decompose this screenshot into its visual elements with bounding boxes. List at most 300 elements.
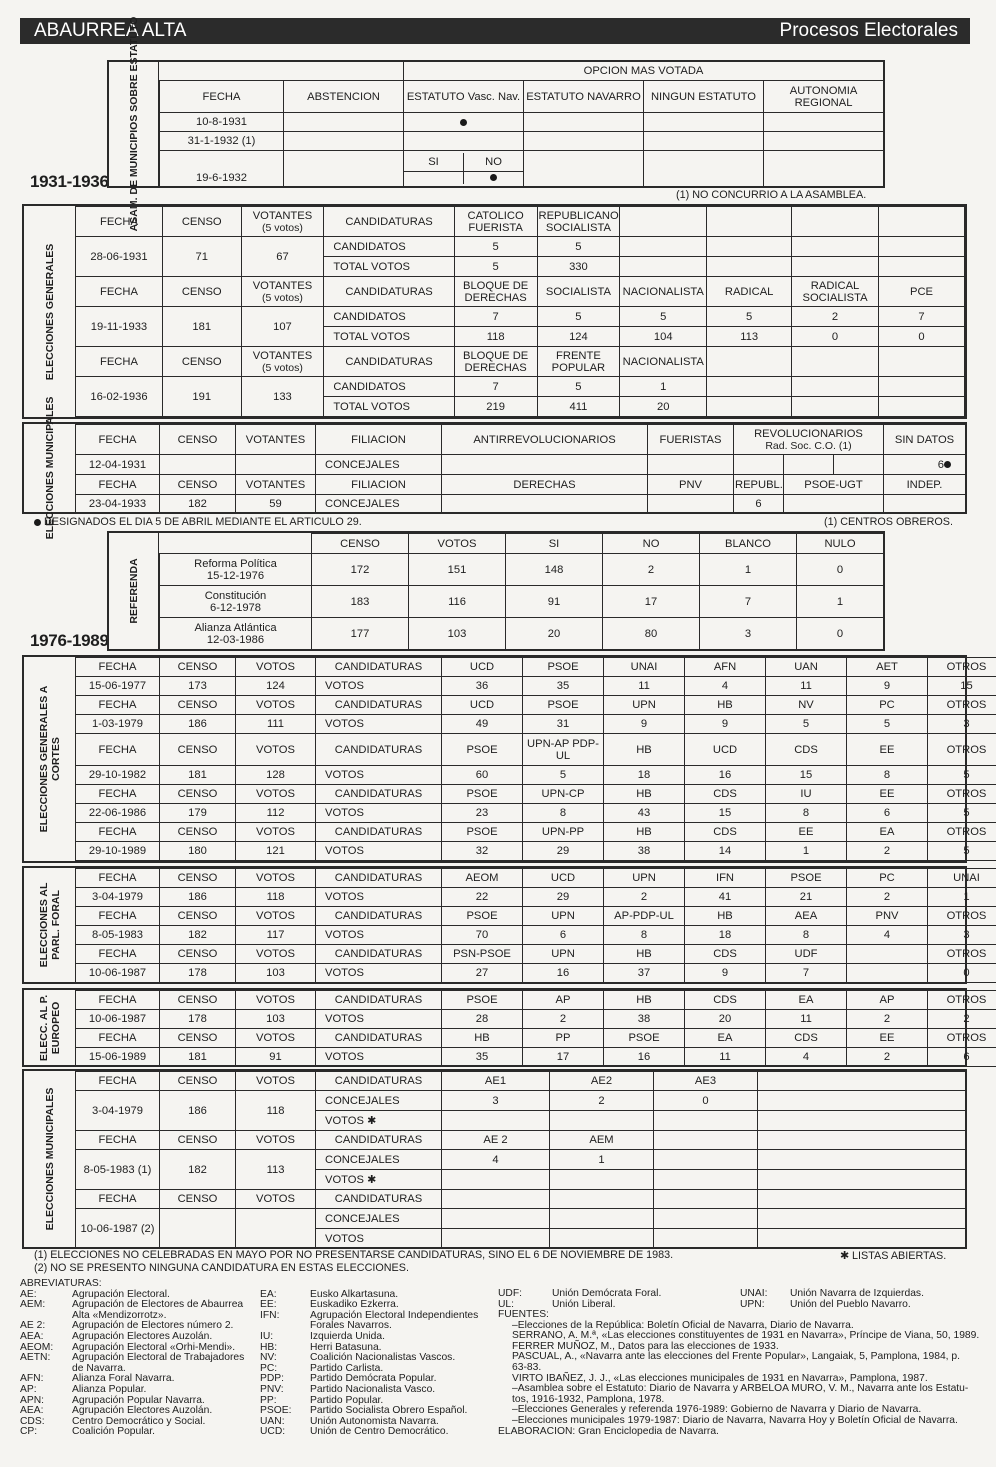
- cell-text: 70: [475, 929, 489, 941]
- fecha-header: [76, 696, 160, 715]
- cortes-header-row: [76, 658, 996, 677]
- cell-text: 19-11-1933: [90, 320, 148, 333]
- votos-label: [316, 1229, 442, 1249]
- table-cell: [442, 1010, 523, 1029]
- cell-text: 15-06-1989: [88, 1051, 147, 1063]
- abbr-key: PDP:: [260, 1373, 285, 1385]
- referenda-table: [159, 533, 884, 650]
- censo-header: [160, 785, 236, 804]
- table-cell: [758, 1170, 966, 1190]
- cell-text: 183: [350, 595, 370, 608]
- referenda-col-header: [797, 534, 884, 554]
- cell-text: 180: [188, 845, 207, 857]
- cell-text: VOTANTES: [245, 478, 306, 491]
- votos-cell: [236, 842, 316, 861]
- cell-text: 91: [547, 595, 561, 608]
- cell-text: BLOQUE DE DERECHAS: [462, 349, 529, 374]
- cell-text: 43: [637, 807, 651, 819]
- table-cell: [442, 677, 523, 696]
- cell-text: FECHA: [98, 1134, 137, 1146]
- dot-icon: [34, 519, 41, 526]
- cell-text: VOTOS: [325, 967, 364, 979]
- votos-cell: [236, 1048, 316, 1067]
- cell-text: CANDIDATURAS: [345, 355, 433, 368]
- votos-header: [236, 945, 316, 964]
- cell-text: 16: [637, 1051, 651, 1063]
- party-header: [847, 991, 928, 1010]
- option-header: [524, 81, 644, 113]
- fueristas-header: [648, 425, 734, 455]
- cell-text: EE: [879, 788, 895, 800]
- cell-text: 181: [188, 1051, 207, 1063]
- cell-text: IU: [800, 788, 812, 800]
- cell-text: 29-10-1982: [88, 769, 147, 781]
- abbr-value: Partido Popular.: [310, 1394, 384, 1406]
- table-cell: [758, 1229, 966, 1249]
- cell-text: 6: [883, 807, 891, 819]
- table-cell: [550, 1229, 654, 1249]
- cell-text: EA: [717, 1032, 733, 1044]
- cell-text: 112: [266, 807, 285, 819]
- cell-text: 10-06-1987: [88, 967, 147, 979]
- si-header: SI: [404, 153, 464, 171]
- party-header: [442, 869, 523, 888]
- header-subline: 6-12-1978: [209, 601, 261, 614]
- cell-text: 1: [802, 845, 810, 857]
- votos-cell: [236, 926, 316, 945]
- fuente-line: ELABORACION: Gran Enciclopedia de Navarra.: [498, 1425, 719, 1437]
- cell-text: FECHA: [98, 948, 137, 960]
- cell-text: CENSO: [177, 1032, 218, 1044]
- abbr-value: Forales Navarros.: [310, 1320, 392, 1332]
- party-header: [550, 1072, 654, 1091]
- abbr-value: Alianza Foral Navarra.: [72, 1373, 175, 1385]
- cortes-header-row: [76, 696, 996, 715]
- table-cell: [792, 377, 879, 397]
- table-cell: [847, 842, 928, 861]
- cell-text: 2: [831, 310, 839, 323]
- party-header: [523, 658, 604, 677]
- cell-text: AE3: [694, 1075, 717, 1087]
- cell-text: 32: [475, 845, 489, 857]
- cell-text: 2: [883, 1051, 891, 1063]
- eg1931-label: ELECCIONES GENERALES: [24, 206, 76, 417]
- em1931-row-2: [76, 495, 966, 513]
- fecha-header: [76, 277, 163, 307]
- cell-text: 104: [653, 330, 673, 343]
- cell-text: 4: [492, 1153, 499, 1166]
- censo-header: [160, 991, 236, 1010]
- table-cell: [707, 207, 792, 237]
- fecha-cell: [76, 1209, 160, 1249]
- cell-text: CANDIDATURAS: [334, 1032, 423, 1044]
- cell-text: 10-06-1987: [88, 1013, 147, 1025]
- cell-text: 3-04-1979: [91, 1104, 143, 1117]
- cell-text: 29: [556, 891, 570, 903]
- cell-text: NACIONALISTA: [622, 285, 704, 298]
- censo-cell: [162, 307, 241, 347]
- cell-text: 9: [721, 967, 729, 979]
- table-cell: [312, 586, 409, 618]
- party-header: [454, 277, 537, 307]
- cell-text: FECHA: [98, 478, 137, 491]
- cell-text: UPN-PP: [541, 826, 585, 838]
- no-header: NO: [464, 153, 524, 171]
- table-cell: [537, 257, 620, 277]
- cell-text: EA: [798, 994, 814, 1006]
- fuentes-title: FUENTES:: [498, 1309, 549, 1320]
- votos-cell: [236, 1010, 316, 1029]
- party-header: [523, 734, 604, 766]
- table-cell: [685, 964, 766, 983]
- censo-header: [160, 823, 236, 842]
- abreviaturas-title: ABREVIATURAS:: [20, 1278, 102, 1289]
- censo-header: [160, 869, 236, 888]
- dot-icon: [944, 461, 951, 468]
- cell-text: CANDIDATOS: [333, 310, 406, 323]
- cell-text: CENSO: [177, 699, 218, 711]
- cell-text: 0: [963, 967, 970, 979]
- cell-text: 17: [556, 1051, 570, 1063]
- cell-text: CDS: [794, 743, 818, 756]
- table-cell: [879, 397, 965, 417]
- table-cell: [847, 715, 928, 734]
- cell-text: VOTOS: [325, 891, 364, 903]
- cell-text: ESTATUTO Vasc. Nav.: [406, 90, 521, 103]
- cell-text: 181: [188, 769, 207, 781]
- party-header: [442, 823, 523, 842]
- votos-cell: [236, 766, 316, 785]
- table-cell: [620, 257, 707, 277]
- table-cell: [797, 554, 884, 586]
- table-cell: [928, 766, 996, 785]
- table-cell: [654, 1091, 758, 1111]
- cell-text: REPUBL.: [735, 478, 783, 491]
- party-header: [442, 1131, 550, 1150]
- votantes-cell: [241, 377, 324, 417]
- party-header: [442, 991, 523, 1010]
- cell-text: CENSO: [181, 285, 222, 298]
- header-subline: Rad. Soc. C.O. (1): [765, 439, 852, 452]
- cell-text: 37: [637, 967, 651, 979]
- table-cell: [550, 1111, 654, 1131]
- cell-text: 172: [350, 563, 370, 576]
- option-header: [644, 81, 764, 113]
- cell-text: DERECHAS: [513, 478, 576, 491]
- cell-text: CONCEJALES: [325, 1212, 400, 1225]
- abbr-value: Agrupación Electoral Independientes: [310, 1309, 479, 1321]
- cell-text: CANDIDATURAS: [334, 1134, 423, 1146]
- cell-text: CANDIDATURAS: [334, 743, 423, 756]
- table-cell: [884, 495, 966, 513]
- table-cell: [847, 804, 928, 823]
- table-cell: [847, 1010, 928, 1029]
- referenda-row: [160, 586, 884, 618]
- cell-text: 23-04-1933: [88, 497, 147, 510]
- party-header: [685, 785, 766, 804]
- censo-header: [160, 696, 236, 715]
- cell-text: NULO: [824, 537, 856, 550]
- party-header: [792, 277, 879, 307]
- cell-text: PSOE-UGT: [804, 478, 863, 491]
- cell-text: EE: [879, 1032, 895, 1044]
- abbr-value: Agrupación de Electores de Abaurrea: [72, 1299, 244, 1311]
- cell-text: HB: [717, 699, 733, 711]
- table-cell: [604, 677, 685, 696]
- cell-text: VOTOS: [256, 1075, 295, 1087]
- party-header: [928, 945, 996, 964]
- table-cell: [76, 475, 160, 495]
- cell-text: CENSO: [181, 355, 222, 368]
- cell-text: 15: [960, 680, 973, 692]
- cell-text: 5: [802, 718, 810, 730]
- party-header: [604, 696, 685, 715]
- table-cell: [236, 475, 316, 495]
- cell-text: 7: [492, 380, 499, 393]
- cell-text: 8: [883, 769, 891, 781]
- table-cell: [442, 1229, 550, 1249]
- candidaturas-header: [316, 1190, 442, 1209]
- referenda-col-header: [700, 534, 797, 554]
- abbr-col-3: [498, 1289, 738, 1310]
- si-value: [404, 171, 464, 184]
- censo-header: [162, 347, 241, 377]
- cell-text: 118: [266, 891, 285, 903]
- table-cell: [620, 397, 707, 417]
- cell-text: 0: [918, 330, 925, 343]
- votos-label: [316, 1048, 442, 1067]
- table-cell: [620, 237, 707, 257]
- cell-text: PNV: [678, 478, 702, 491]
- candidaturas-header: [316, 734, 442, 766]
- asamblea-row: [160, 151, 884, 187]
- header-cell: [160, 425, 236, 455]
- fecha-header: [76, 869, 160, 888]
- period-1976-1989: 1976-1989: [30, 631, 109, 650]
- votos-cell: [236, 715, 316, 734]
- cell-text: FECHA: [98, 826, 137, 838]
- table-cell: [160, 495, 236, 513]
- fuente-line: –Elecciones Generales y referenda 1976-1989: Gobierno de Navarra y Diario de Navarra.: [512, 1404, 922, 1416]
- opcion-mas-votada-header: [404, 62, 884, 81]
- asamblea-table: [159, 61, 884, 187]
- abbr-value: de Navarra.: [72, 1362, 126, 1374]
- cell-text: 59: [269, 497, 282, 510]
- option-header: [764, 81, 884, 113]
- votos-label: [316, 1010, 442, 1029]
- candidaturas-header: [316, 658, 442, 677]
- cell-text: FECHA: [100, 215, 138, 228]
- votos-cell: [236, 804, 316, 823]
- table-cell: [160, 534, 312, 554]
- table-cell: [506, 618, 603, 650]
- abbr-key: AP:: [20, 1383, 37, 1395]
- fecha-cell: [76, 237, 163, 277]
- cell-text: FECHA: [98, 1032, 137, 1044]
- period-1931-1936: 1931-1936: [30, 172, 109, 191]
- cell-text: UPN: [632, 699, 656, 711]
- total-votos-label: [324, 257, 454, 277]
- cell-text: 3: [744, 627, 752, 640]
- cell-text: 4: [721, 680, 729, 692]
- cell-text: 1: [744, 563, 752, 576]
- total-votos-label: [324, 327, 454, 347]
- table-cell: [523, 766, 604, 785]
- cell-text: 31-1-1932 (1): [187, 135, 256, 147]
- party-header: [604, 869, 685, 888]
- cell-text: UCD: [469, 699, 495, 711]
- table-cell: [442, 455, 648, 475]
- cell-text: ANTIRREVOLUCIONARIOS: [473, 433, 616, 446]
- table-cell: [707, 307, 792, 327]
- fuente-line: SERRANO, A. M.ª, «Las elecciones constituyentes de 1931 en Navarra», Príncipe de Viana, 50, 1989.: [512, 1330, 980, 1342]
- fecha-cell: [76, 926, 160, 945]
- abbr-key: AFN:: [20, 1373, 44, 1385]
- cell-text: ESTATUTO NAVARRO: [526, 90, 641, 103]
- abbr-value: Agrupación de Electores número 2.: [72, 1320, 234, 1332]
- table-cell: [604, 1010, 685, 1029]
- fecha-header: [76, 734, 160, 766]
- table-cell: [879, 207, 965, 237]
- table-cell: [758, 1072, 966, 1091]
- party-header: [685, 991, 766, 1010]
- cell-text: CANDIDATURAS: [345, 285, 433, 298]
- cell-text: 103: [266, 967, 285, 979]
- europeo-votes-row: [76, 1048, 996, 1067]
- abreviaturas-section: [20, 1278, 490, 1438]
- votos-label: [316, 888, 442, 907]
- cell-text: OTROS: [946, 661, 987, 673]
- europeo-label: ELECC. AL P. EUROPEO: [24, 990, 76, 1065]
- cell-text: HB: [636, 826, 652, 838]
- table-cell: [685, 677, 766, 696]
- municipales-header-row: [76, 1131, 966, 1150]
- table-cell: [442, 1209, 550, 1229]
- abbr-value: Agrupación Popular Navarra.: [72, 1394, 205, 1406]
- cell-text: HB: [636, 743, 652, 756]
- cell-text: PSOE: [466, 910, 498, 922]
- party-header: [604, 991, 685, 1010]
- cell-text: CONCEJALES: [325, 497, 400, 510]
- cell-text: 186: [188, 718, 207, 730]
- cell-text: CENSO: [177, 994, 218, 1006]
- abbr-value: Unión Navarra de Izquierdas.: [790, 1288, 924, 1299]
- antirrevolucionarios-header: [442, 425, 648, 455]
- table-cell: [784, 455, 834, 475]
- cell-text: FECHA: [98, 910, 137, 922]
- abbr-key: AEA:: [20, 1330, 44, 1342]
- cell-text: FECHA: [98, 743, 137, 756]
- europeo-header-row: [76, 1029, 996, 1048]
- party-header: [604, 823, 685, 842]
- cell-text: 60: [475, 769, 489, 781]
- candidaturas-header: [316, 1131, 442, 1150]
- cell-text: UPN-CP: [541, 788, 585, 800]
- cell-text: CANDIDATURAS: [334, 699, 423, 711]
- municipales-header-row: [76, 1190, 966, 1209]
- candidaturas-header: [316, 1029, 442, 1048]
- table-cell: [766, 804, 847, 823]
- abbr-value: Unión Autonomista Navarra.: [310, 1415, 439, 1427]
- table-cell: [792, 257, 879, 277]
- table-cell: [537, 397, 620, 417]
- derechas-header: [442, 475, 648, 495]
- cell-text: CENSO: [177, 433, 218, 446]
- party-header: [685, 907, 766, 926]
- fecha-header: [76, 785, 160, 804]
- cell-text: 8: [640, 929, 648, 941]
- cell-text: 2: [598, 1094, 605, 1107]
- cell-text: VOTOS: [256, 910, 295, 922]
- cell-text: PSOE: [547, 699, 579, 711]
- cell-text: 118: [486, 330, 505, 343]
- cell-text: 118: [266, 1104, 285, 1117]
- party-header: [928, 696, 996, 715]
- table-cell: [603, 618, 700, 650]
- cell-text: 3: [492, 1094, 499, 1107]
- foral-header-row: [76, 945, 996, 964]
- cell-text: AEA: [794, 910, 818, 922]
- abbr-value: Alta «Mendizorrotz».: [72, 1309, 167, 1321]
- abbr-entry: [740, 1300, 980, 1311]
- fuente-line: –Asamblea sobre el Estatuto: Diario de Navarra y ARBELOA MURO, V. M., Navarra ante los Estatu-: [512, 1383, 969, 1395]
- cell-text: SIN DATOS: [894, 433, 955, 446]
- cell-text: 7: [492, 310, 499, 323]
- table-cell: [454, 397, 537, 417]
- table-cell: [758, 1091, 966, 1111]
- cell-text: 16-02-1936: [90, 390, 148, 403]
- cell-text: 28: [475, 1013, 489, 1025]
- votos-label: [316, 715, 442, 734]
- party-header: [928, 823, 996, 842]
- cell-text: HB: [636, 994, 652, 1006]
- cell-text: 11: [800, 680, 812, 692]
- votos-cell: [236, 677, 316, 696]
- table-cell: [523, 964, 604, 983]
- fecha-cell: [76, 377, 163, 417]
- header-subline: (5 votos): [262, 291, 303, 304]
- candidatos-label: [324, 237, 454, 257]
- fecha-cell: [76, 307, 163, 347]
- votos-label: [316, 766, 442, 785]
- cell-text: VOTOS: [256, 661, 295, 673]
- cell-text: 11: [800, 1013, 812, 1025]
- fecha-header: [76, 207, 163, 237]
- cell-text: VOTOS: [256, 1193, 295, 1205]
- censo-cell: [160, 888, 236, 907]
- party-header: [685, 696, 766, 715]
- table-cell: [685, 1048, 766, 1067]
- fecha-header: [160, 81, 284, 113]
- cell-text: UCD: [712, 743, 738, 756]
- cell-text: AP-PDP-UL: [614, 910, 674, 922]
- table-cell: [442, 964, 523, 983]
- header-subline: 15-12-1976: [206, 569, 265, 582]
- cell-text: UPN: [551, 910, 575, 922]
- votos-header: [236, 907, 316, 926]
- cell-text: FUERISTAS: [659, 433, 722, 446]
- cell-text: CENSO: [340, 537, 380, 550]
- censo-cell: [160, 715, 236, 734]
- abbr-key: AEM:: [20, 1299, 46, 1311]
- fuente-line: FERRER MUÑOZ, M., Datos para las elecciones de 1933.: [512, 1340, 779, 1352]
- table-cell: [685, 842, 766, 861]
- cell-text: VOTOS: [437, 537, 477, 550]
- cell-text: RADICAL SOCIALISTA: [802, 279, 868, 304]
- cell-text: FECHA: [98, 872, 137, 884]
- cell-text: UCD: [469, 661, 495, 673]
- party-header: [442, 734, 523, 766]
